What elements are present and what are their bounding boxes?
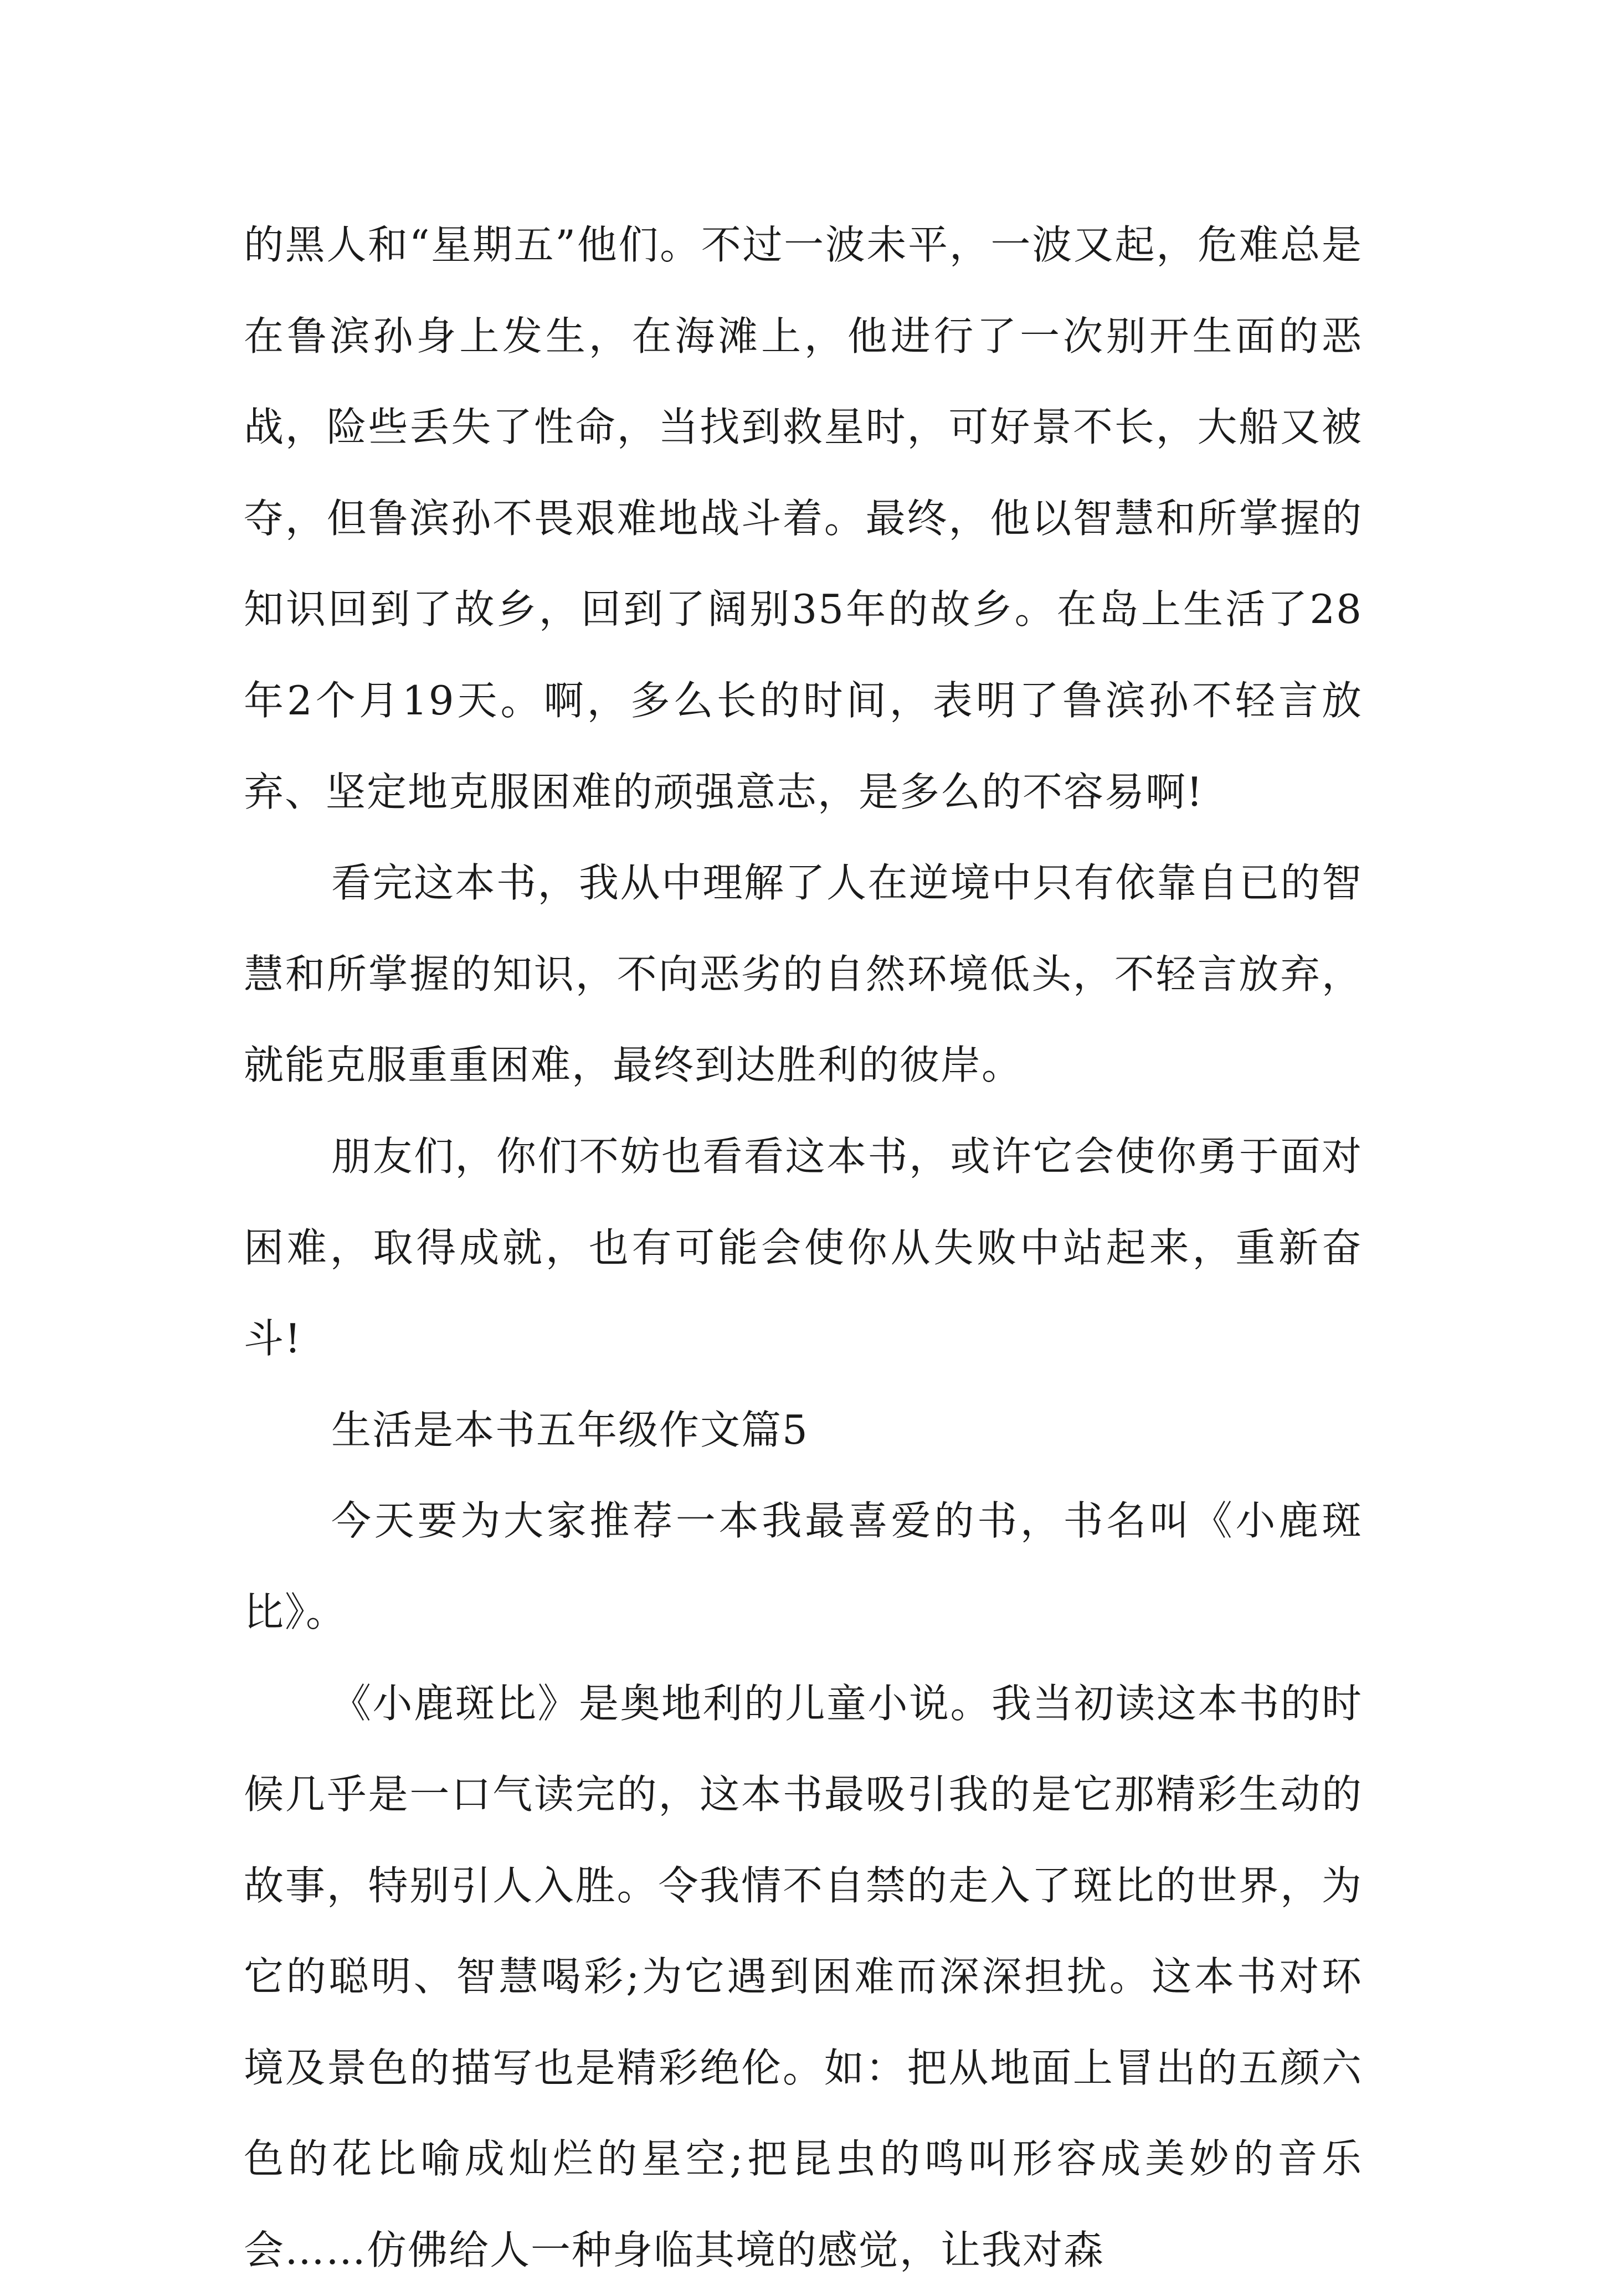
paragraph-continuation: 的黑人和“星期五”他们。不过一波未平，一波又起，危难总是在鲁滨孙身上发生，在海滩上，他进行了一次别开生面的恶战，险些丢失了性命，当找到救星时，可好景不长，大船又被夺，但鲁滨孙不畏艰难地战斗着。最终，他以智慧和所掌握的知识回到了故乡，回到了阔别35年的故乡。在岛上生活了28年2个月19天。啊，多么长的时间，表明了鲁滨孙不轻言放弃、坚定地克服困难的顽强意志，是多么的不容易啊! <box>244 222 1363 815</box>
paragraph: 看完这本书，我从中理解了人在逆境中只有依靠自已的智慧和所掌握的知识，不向恶劣的自然环境低头，不轻言放弃，就能克服重重困难，最终到达胜利的彼岸。 <box>244 859 1363 1089</box>
paragraph: 朋友们，你们不妨也看看这本书，或许它会使你勇于面对困难，取得成就，也有可能会使你从失败中站起来，重新奋斗! <box>244 1132 1363 1362</box>
paragraph: 今天要为大家推荐一本我最喜爱的书，书名叫《小鹿斑比》。 <box>244 1497 1363 1635</box>
section-heading: 生活是本书五年级作文篇5 <box>331 1406 809 1453</box>
document-body <box>244 199 1363 2296</box>
paragraph: 《小鹿斑比》是奥地利的儿童小说。我当初读这本书的时候几乎是一口气读完的，这本书最吸引我的是它那精彩生动的故事，特别引人入胜。令我情不自禁的走入了斑比的世界，为它的聪明、智慧喝彩;为它遇到困难而深深担扰。这本书对环境及景色的描写也是精彩绝伦。如：把从地面上冒出的五颜六色的花比喻成灿烂的星空;把昆虫的鸣叫形容成美妙的音乐会……仿佛给人一种身临其境的感觉，让我对森 <box>244 1680 1363 2274</box>
